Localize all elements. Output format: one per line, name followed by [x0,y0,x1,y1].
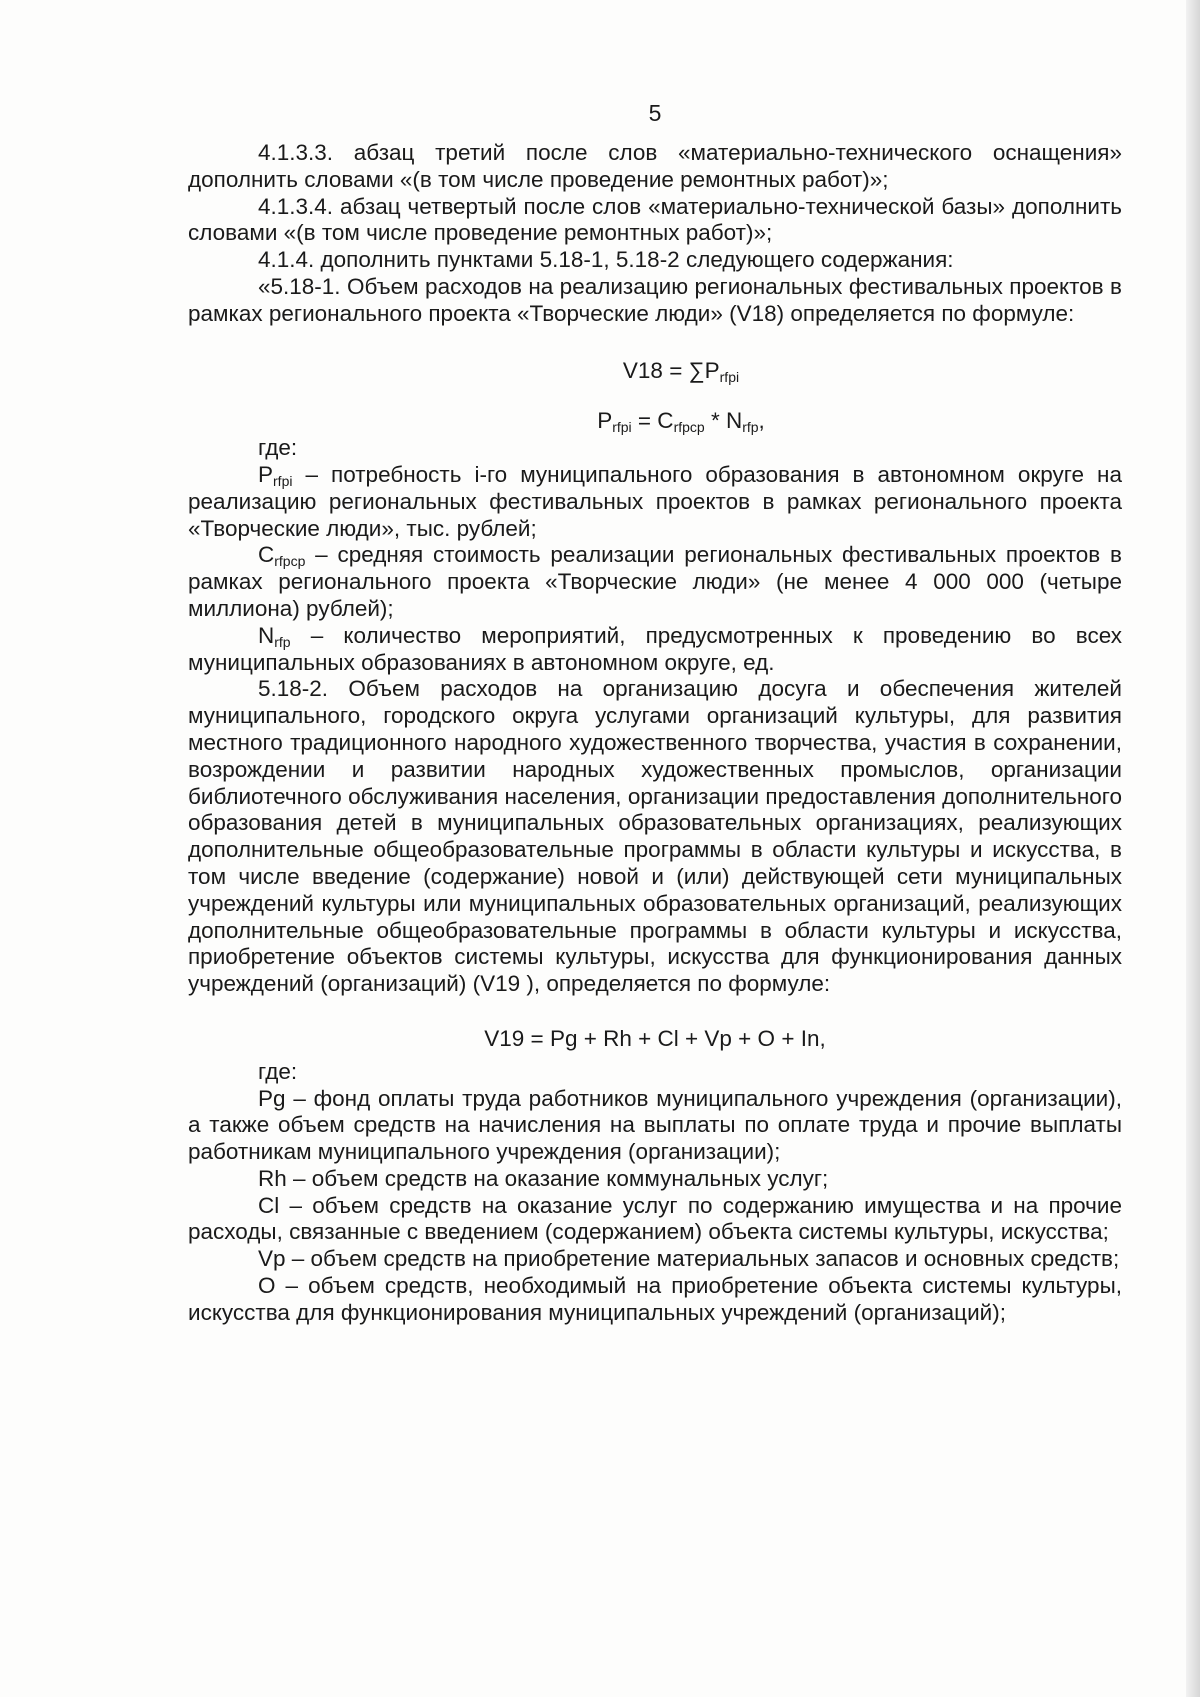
paragraph-4-1-3-4: 4.1.3.4. абзац четвертый после слов «материально-технической базы» дополнить словами «(в том числе проведение ремонтных работ)»; [188,193,1122,246]
definition-prfpi-sub: rfpi [273,472,293,489]
formula-prfpi-n: * N [704,408,743,434]
formula-prfpi-p-sub: rfpi [612,419,632,436]
definition-prfpi-symbol: P [258,461,274,487]
definition-crfpcp [188,542,1122,622]
formula-prfpi-n-sub: rfp [742,419,759,436]
page-number: 5 [648,100,662,126]
definition-crfpcp-text: – средняя стоимость реализации региональных фестивальных проектов в рамках регионального проекта «Творческие люди» (не менее 4 000 000 (четыре миллиона) рублей); [188,542,1122,621]
formula-prfpi-end: , [758,408,765,434]
paragraph-4-1-3-3: 4.1.3.3. абзац третий после слов «материально-технического оснащения» дополнить словами «(в том числе проведение ремонтных работ)»; [188,140,1122,192]
formula-v19: V19 = Pg + Rh + Cl + Vp + O + In, [484,1025,826,1051]
formula-prfpi-p: P [597,408,613,434]
page-edge-shadow [1186,0,1200,1697]
definition-rh: Rh – объем средств на оказание коммунальных услуг; [258,1165,829,1191]
definition-nrfp-sub: rfp [274,633,291,650]
formula-prfpi-c-sub: rfpcp [673,419,705,436]
formula-v18-main: V18 = ∑P [622,357,720,383]
formula-v18 [188,358,1122,385]
paragraph-5-18-2: 5.18-2. Объем расходов на организацию досуга и обеспечения жителей муниципального, городского округа услугами организаций культуры, для развития местного традиционного народного художественного творчества, участия в сохранении, возрождении и развитии народных художественных промыслов, организации библиотечного обслуживания населения, организации предоставления дополнительного образования детей в муниципальных образовательных организациях, реализующих дополнительные общеобразовательные программы в области культуры и искусства, в том числе введение (содержание) новой и (или) действующей сети муниципальных учреждений культуры или муниципальных образовательных организаций, реализующих дополнительные общеобразовательные программы в области культуры и искусства, приобретение объектов системы культуры, искусства для функционирования данных учреждений (организаций) (V19 ), определяется по формуле: [188,676,1122,997]
definition-prfpi [188,462,1122,542]
definition-nrfp-symbol: N [258,622,275,648]
paragraph-4-1-4: 4.1.4. дополнить пунктами 5.18-1, 5.18-2 следующего содержания: [258,247,954,273]
definition-nrfp [188,623,1122,677]
formula-prfpi-c: = C [631,408,674,434]
definition-o: O – объем средств, необходимый на приобретение объекта системы культуры, искусства для функционирования муниципальных учреждений (организаций); [188,1273,1122,1325]
where-label-1: где: [258,435,298,461]
formula-prfpi [188,408,1122,435]
formula-v18-sub: rfpi [719,368,740,385]
definition-vp: Vp – объем средств на приобретение материальных запасов и основных средств; [258,1246,1120,1272]
definition-crfpcp-symbol: C [258,542,275,568]
definition-prfpi-text: – потребность i-го муниципального образования в автономном округе на реализацию региональных фестивальных проектов в рамках регионального проекта «Творческие люди», тыс. рублей; [188,461,1122,541]
where-label-2: где: [258,1058,298,1084]
document-body [188,140,1122,1327]
definition-crfpcp-sub: rfpcp [274,553,306,570]
definition-cl: Cl – объем средств на оказание услуг по содержанию имущества и на прочие расходы, связанные с введением (содержанием) объекта системы культуры, искусства; [188,1192,1122,1245]
definition-nrfp-text: – количество мероприятий, предусмотренных к проведению во всех муниципальных образованиях в автономном округе, ед. [188,622,1122,675]
definition-pg: Pg – фонд оплаты труда работников муниципального учреждения (организации), а также объем средств на начисления на выплаты по оплате труда и прочие выплаты работникам муниципального учреждения (организации); [188,1085,1122,1165]
paragraph-5-18-1: «5.18-1. Объем расходов на реализацию региональных фестивальных проектов в рамках регионального проекта «Творческие люди» (V18) определяется по формуле: [188,273,1122,326]
